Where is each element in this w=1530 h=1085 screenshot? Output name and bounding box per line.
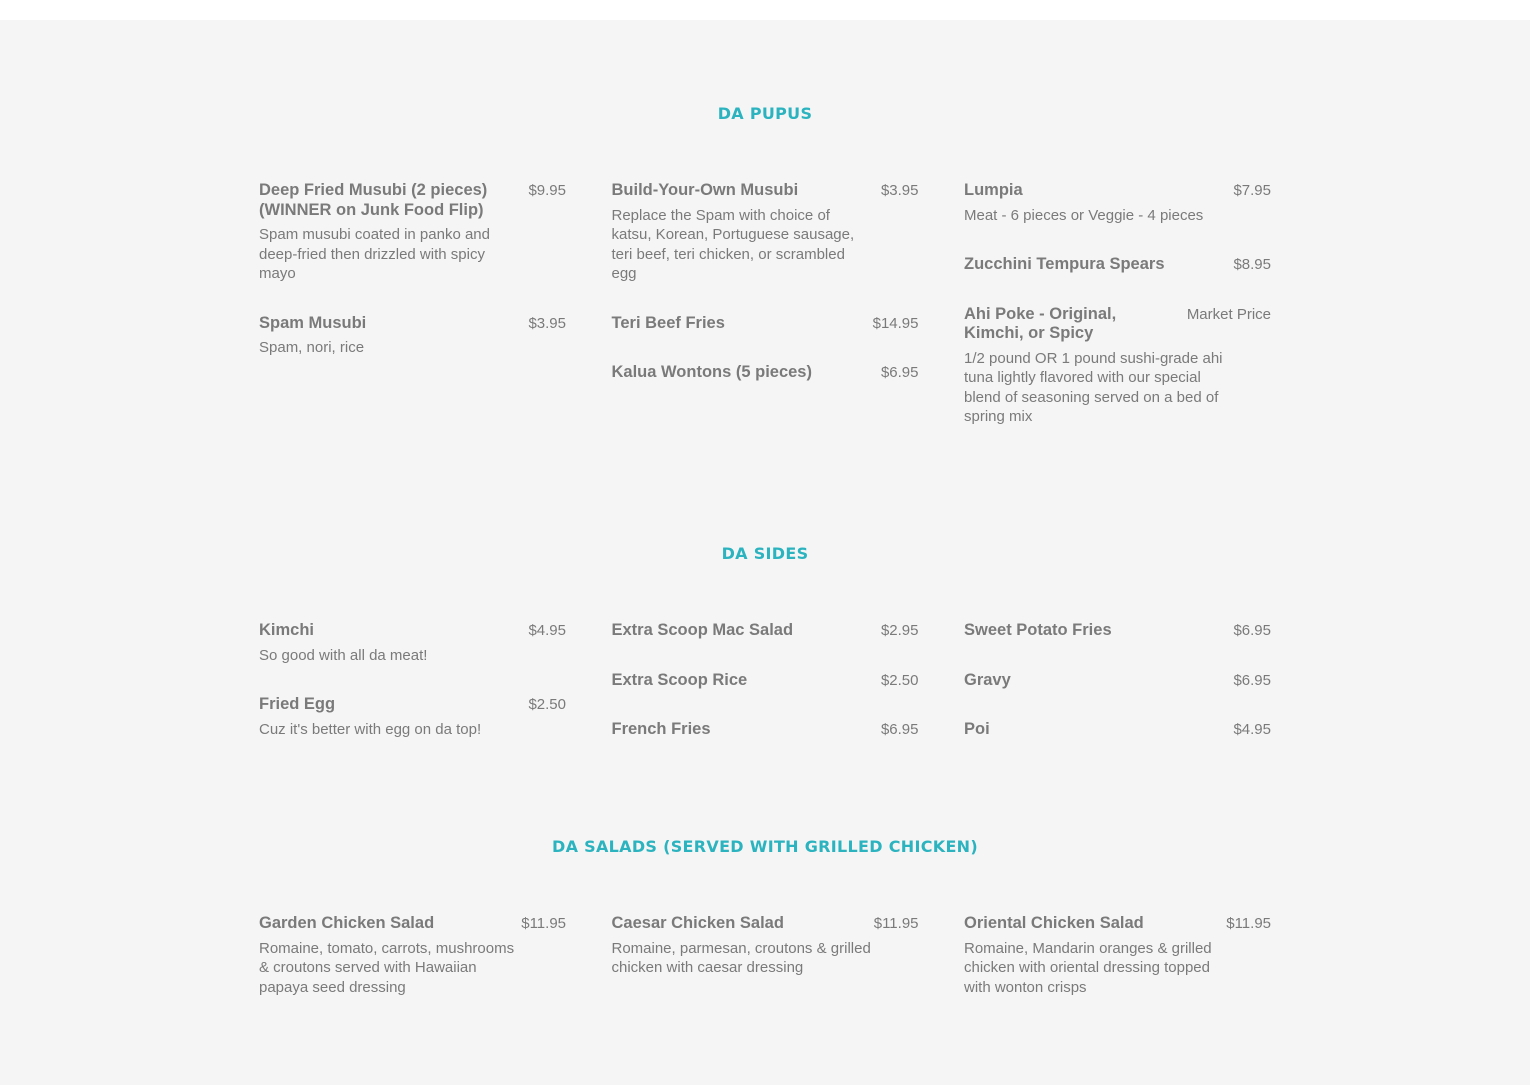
item-price: $4.95 [1233, 721, 1271, 738]
menu-item [612, 671, 919, 691]
top-bar [0, 0, 1530, 20]
menu-item [964, 305, 1271, 427]
menu-item [612, 720, 919, 740]
menu-column [612, 621, 919, 770]
item-price: $11.95 [1226, 915, 1271, 932]
item-name: Spam Musubi [259, 313, 367, 332]
menu-item [259, 914, 566, 997]
menu-column [964, 621, 1271, 770]
menu-item [964, 621, 1271, 641]
item-name: Lumpia [964, 181, 1023, 199]
menu-item [259, 181, 566, 284]
section-title: DA SALADS (SERVED WITH GRILLED CHICKEN) [552, 837, 978, 856]
item-price: $6.95 [880, 721, 919, 738]
item-price: Market Price [1186, 305, 1271, 323]
item-description: Romaine, Mandarin oranges & grilled chicken with oriental dressing topped with wonton crisps [964, 939, 1212, 996]
menu-item [612, 621, 919, 641]
item-description: Replace the Spam with choice of katsu, Korean, Portuguese sausage, teri beef, teri chicken, or scrambled egg [611, 206, 855, 282]
item-price: $11.95 [873, 915, 919, 932]
item-price: $14.95 [872, 314, 919, 332]
menu-item [612, 363, 919, 383]
menu-item [259, 314, 566, 358]
item-name: Sweet Potato Fries [964, 621, 1112, 639]
menu-item [259, 695, 566, 739]
item-price: $7.95 [1233, 182, 1271, 199]
item-description: Spam musubi coated in panko and deep-fried then drizzled with spicy mayo [259, 226, 490, 282]
menu-item [259, 621, 566, 665]
menu-column [259, 914, 566, 1027]
item-name: Garden Chicken Salad [259, 914, 435, 932]
item-name: Kalua Wontons (5 pieces) [611, 363, 812, 381]
item-description: Meat - 6 pieces or Veggie - 4 pieces [964, 206, 1204, 224]
menu-column [612, 181, 919, 457]
item-name: Fried Egg [259, 695, 336, 713]
item-price: $9.95 [528, 182, 566, 199]
section-title: DA PUPUS [717, 104, 813, 123]
item-description: Romaine, parmesan, croutons & grilled chicken with caesar dressing [611, 939, 871, 976]
item-price: $3.95 [880, 182, 919, 199]
menu-column [259, 621, 566, 770]
menu-item [964, 671, 1271, 691]
item-name: Caesar Chicken Salad [611, 914, 784, 932]
item-name: Gravy [964, 670, 1011, 689]
item-name: Extra Scoop Rice [611, 670, 748, 689]
item-name: Build-Your-Own Musubi [611, 181, 799, 199]
menu-item [612, 314, 919, 334]
menu-item [964, 720, 1271, 740]
menu-column [964, 181, 1271, 457]
item-description: 1/2 pound OR 1 pound sushi-grade ahi tuna lightly flavored with our special blend of seasoning served on a bed of spring mix [964, 349, 1223, 425]
item-price: $2.50 [880, 671, 919, 689]
menu-column [612, 914, 919, 1027]
item-price: $2.95 [880, 622, 919, 639]
menu-item [612, 181, 919, 284]
item-name: Zucchini Tempura Spears [964, 255, 1165, 273]
menu-item [612, 914, 919, 978]
item-description: So good with all da meat! [259, 646, 428, 664]
item-description: Cuz it's better with egg on da top! [259, 720, 482, 738]
item-name: Ahi Poke - Original, Kimchi, or Spicy [964, 304, 1117, 342]
item-price: $8.95 [1233, 256, 1271, 273]
item-price: $2.50 [528, 696, 566, 713]
item-price: $4.95 [528, 622, 566, 639]
item-name: Teri Beef Fries [611, 313, 725, 332]
section-da-sides [259, 544, 1271, 770]
item-description: Romaine, tomato, carrots, mushrooms & croutons served with Hawaiian papaya seed dressing [259, 939, 515, 996]
item-description: Spam, nori, rice [259, 339, 365, 356]
item-name: French Fries [611, 720, 711, 738]
menu-item [964, 914, 1271, 997]
section-title: DA SIDES [721, 544, 809, 563]
item-price: $6.95 [880, 364, 919, 381]
item-price: $6.95 [1233, 671, 1271, 689]
menu-item [964, 255, 1271, 275]
menu-column [259, 181, 566, 457]
item-name: Oriental Chicken Salad [964, 914, 1144, 932]
section-da-pupus [259, 104, 1271, 457]
menu-column [964, 914, 1271, 1027]
item-price: $3.95 [528, 314, 566, 332]
item-name: Deep Fried Musubi (2 pieces) (WINNER on Junk Food Flip) [259, 181, 488, 219]
section-da-salads [259, 837, 1271, 1027]
item-name: Poi [964, 720, 990, 738]
item-price: $11.95 [521, 915, 566, 932]
menu-item [964, 181, 1271, 225]
item-name: Kimchi [259, 621, 315, 639]
item-price: $6.95 [1233, 622, 1271, 639]
item-name: Extra Scoop Mac Salad [611, 621, 794, 639]
